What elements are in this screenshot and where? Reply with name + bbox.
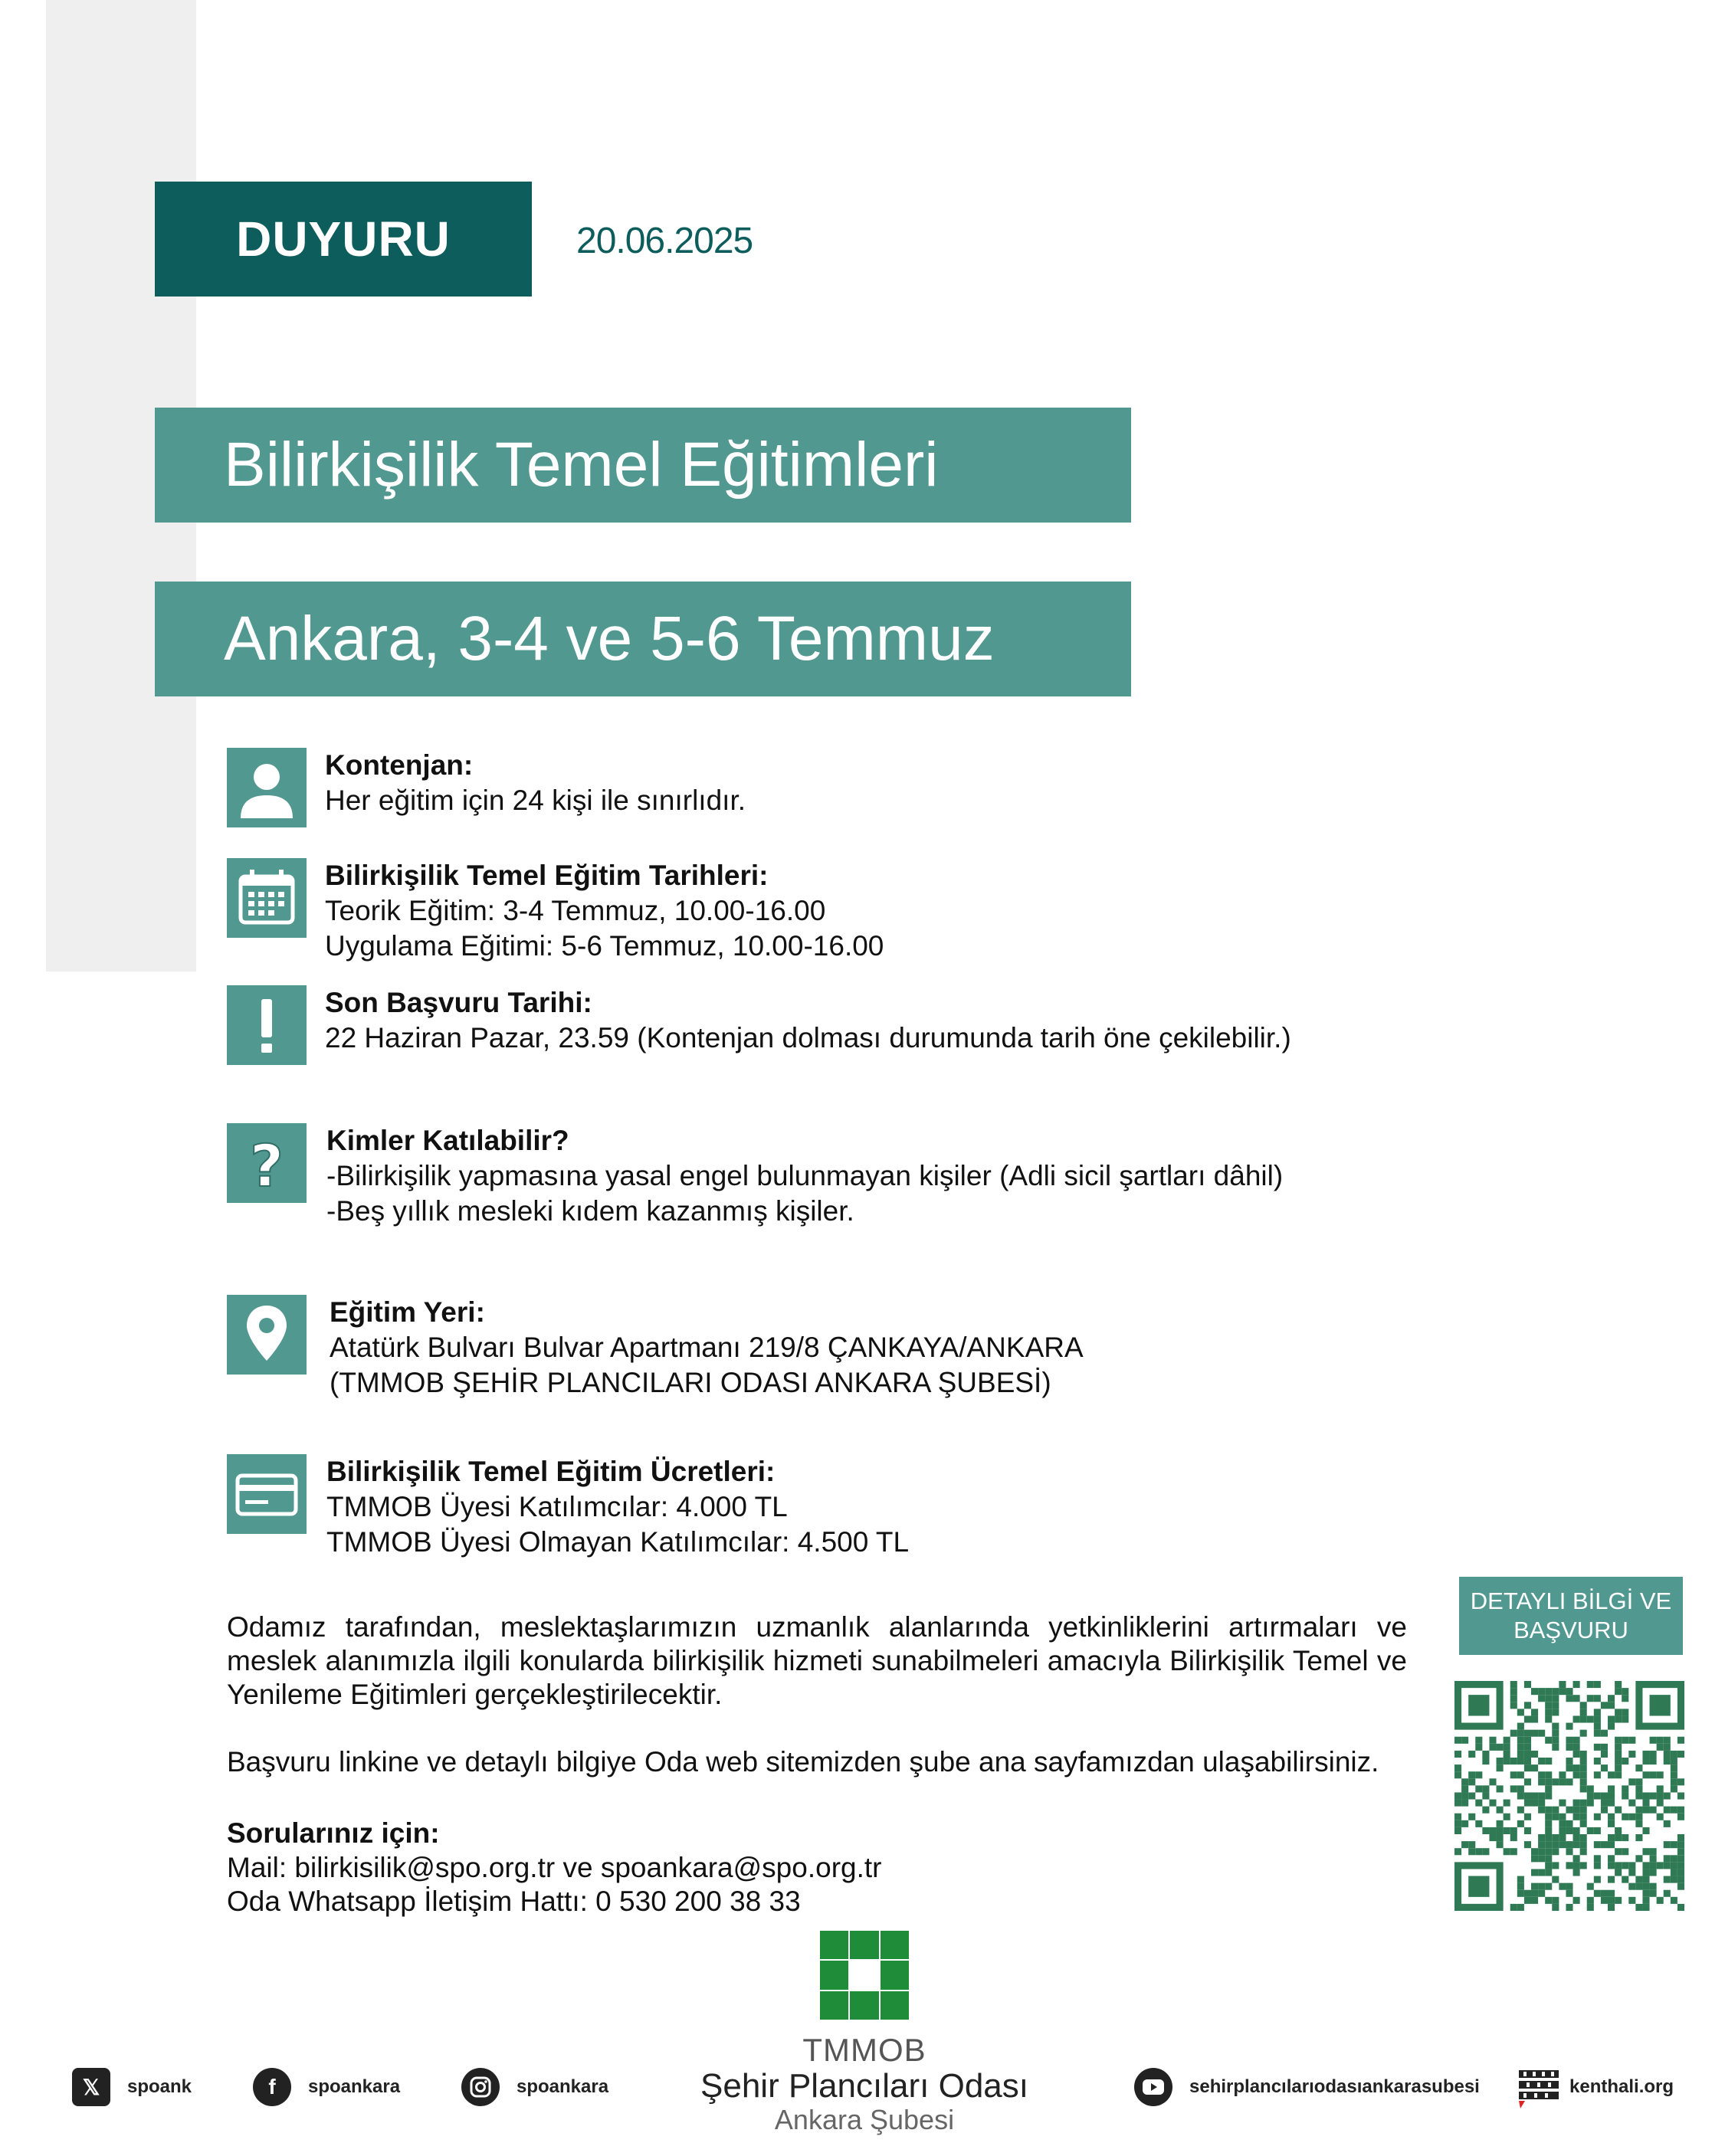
tmmob-spo-logo bbox=[820, 1931, 909, 2020]
fees-heading: Bilirkişilik Temel Eğitim Ücretleri: bbox=[326, 1456, 776, 1487]
facebook-icon: f bbox=[253, 2068, 291, 2106]
description-paragraph: Odamız tarafından, meslektaşlarımızın uzmanlık alanlarında yetkinliklerini artırmaları ve meslek alanımızla ilgili konularda bilirkişilik hizmeti sunabilmeleri amacıyla Bilirkişilik Temel ve Yenileme Eğitimleri gerçekleştirilecektir. bbox=[227, 1611, 1407, 1710]
x-icon: 𝕏 bbox=[72, 2068, 110, 2106]
eligibility-heading: Kimler Katılabilir? bbox=[326, 1125, 569, 1156]
venue-heading: Eğitim Yeri: bbox=[330, 1296, 485, 1328]
subtitle-banner bbox=[155, 582, 1131, 696]
calendar-icon bbox=[227, 858, 307, 938]
org-line-branch: Ankara Şubesi bbox=[774, 2104, 955, 2135]
announcement-date: 20.06.2025 bbox=[576, 221, 753, 261]
footer-x-link[interactable] bbox=[72, 2066, 192, 2108]
exclamation-icon bbox=[227, 985, 307, 1065]
fees-members: TMMOB Üyesi Katılımcılar: 4.000 TL bbox=[326, 1491, 788, 1522]
announcement-tag bbox=[155, 182, 532, 297]
youtube-icon bbox=[1134, 2068, 1172, 2106]
title-banner bbox=[155, 408, 1131, 523]
org-line-tmmob: TMMOB bbox=[802, 2032, 926, 2068]
footer-kenthali-handle: kenthali.org bbox=[1569, 2076, 1674, 2097]
question-icon bbox=[227, 1123, 307, 1203]
announcement-tag-label: DUYURU bbox=[236, 211, 451, 267]
person-icon bbox=[227, 748, 307, 827]
page-title: Bilirkişilik Temel Eğitimleri bbox=[224, 430, 939, 500]
questions-mail: Mail: bilirkisilik@spo.org.tr ve spoankara@spo.org.tr bbox=[227, 1852, 882, 1883]
eligibility-line-2: -Beş yıllık mesleki kıdem kazanmış kişiler. bbox=[326, 1195, 854, 1227]
qr-code[interactable] bbox=[1454, 1681, 1684, 1911]
footer-instagram-handle: spoankara bbox=[517, 2076, 609, 2097]
questions-heading: Sorularınız için: bbox=[227, 1817, 440, 1849]
credit-card-icon bbox=[227, 1454, 307, 1534]
questions-phone: Oda Whatsapp İletişim Hattı: 0 530 200 38 33 bbox=[227, 1886, 801, 1917]
fees-nonmembers: TMMOB Üyesi Olmayan Katılımcılar: 4.500 TL bbox=[326, 1526, 910, 1558]
footer-facebook-handle: spoankara bbox=[308, 2076, 401, 2097]
deadline-heading: Son Başvuru Tarihi: bbox=[325, 987, 592, 1018]
venue-address: Atatürk Bulvarı Bulvar Apartmanı 219/8 ÇANKAYA/ANKARA bbox=[330, 1332, 1084, 1363]
eligibility-line-1: -Bilirkişilik yapmasına yasal engel bulunmayan kişiler (Adli sicil şartları dâhil) bbox=[326, 1160, 1284, 1191]
footer-kenthali-link[interactable] bbox=[1517, 2066, 1674, 2108]
footer-instagram-link[interactable] bbox=[461, 2066, 608, 2108]
footer-youtube-handle: sehirplancılarıodasıankarasubesi bbox=[1189, 2076, 1480, 2097]
kenthali-icon bbox=[1517, 2066, 1560, 2108]
location-pin-icon bbox=[227, 1295, 307, 1375]
svg-text:?: ? bbox=[249, 1132, 284, 1200]
cta-line-2: BAŞVURU bbox=[1513, 1617, 1628, 1643]
quota-line: Her eğitim için 24 kişi ile sınırlıdır. bbox=[325, 785, 746, 816]
dates-line-practice: Uygulama Eğitimi: 5-6 Temmuz, 10.00-16.00 bbox=[325, 930, 884, 962]
detailed-info-apply-button[interactable] bbox=[1459, 1577, 1683, 1655]
page-subtitle: Ankara, 3-4 ve 5-6 Temmuz bbox=[224, 604, 995, 673]
footer-youtube-link[interactable] bbox=[1134, 2066, 1480, 2108]
footer-facebook-link[interactable] bbox=[253, 2066, 400, 2108]
deadline-line: 22 Haziran Pazar, 23.59 (Kontenjan dolması durumunda tarih öne çekilebilir.) bbox=[325, 1022, 1291, 1053]
instagram-icon bbox=[461, 2068, 500, 2106]
venue-organization: (TMMOB ŞEHİR PLANCILARI ODASI ANKARA ŞUBESİ) bbox=[330, 1367, 1051, 1398]
application-info-paragraph: Başvuru linkine ve detaylı bilgiye Oda web sitemizden şube ana sayfamızdan ulaşabilirsiniz. bbox=[227, 1746, 1379, 1778]
org-line-name: Şehir Plancıları Odası bbox=[700, 2067, 1028, 2105]
quota-heading: Kontenjan: bbox=[325, 749, 474, 781]
footer-x-handle: spoank bbox=[127, 2076, 192, 2097]
dates-line-theory: Teorik Eğitim: 3-4 Temmuz, 10.00-16.00 bbox=[325, 895, 826, 926]
dates-heading: Bilirkişilik Temel Eğitim Tarihleri: bbox=[325, 860, 769, 891]
cta-line-1: DETAYLI BİLGİ VE bbox=[1470, 1588, 1672, 1614]
